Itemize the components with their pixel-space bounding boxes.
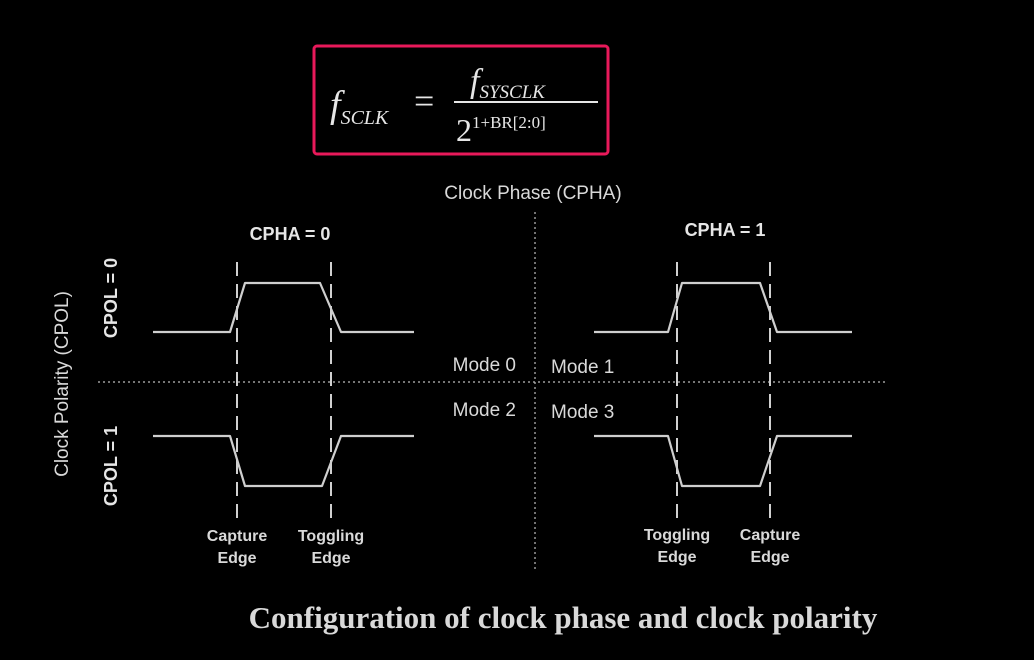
cpha1-label: CPHA = 1 (684, 220, 766, 240)
left-edge-2-line2: Edge (311, 550, 351, 567)
cpol1-label: CPOL = 1 (101, 425, 121, 507)
clock-polarity-label: Clock Polarity (CPOL) (52, 291, 73, 477)
formula (330, 63, 598, 148)
mode-3-label: Mode 3 (551, 402, 615, 423)
left-edge-2-line1: Toggling (297, 528, 365, 545)
formula-lhs: fSCLK (330, 84, 389, 129)
waveform-mode2 (153, 436, 414, 486)
left-edge-1-line2: Edge (217, 550, 257, 567)
right-edge-2-line1: Capture (739, 527, 801, 544)
right-edge-1-line2: Edge (657, 549, 697, 566)
waveform-mode1 (594, 283, 852, 332)
waveform-mode0 (153, 283, 414, 332)
formula-numerator: fSYSCLK (470, 63, 545, 103)
left-edge-1-line1: Capture (206, 528, 268, 545)
waveform-mode3 (594, 436, 852, 486)
cpha0-label: CPHA = 0 (249, 224, 331, 244)
cpol0-label: CPOL = 0 (101, 257, 121, 339)
mode-2-label: Mode 2 (452, 400, 516, 421)
mode-1-label: Mode 1 (551, 357, 615, 378)
formula-equals: = (414, 81, 435, 121)
formula-denominator: $2^{1+BR[2:0]}$ (456, 112, 546, 148)
caption: Configuration of clock phase and clock polarity (248, 600, 878, 635)
mode-0-label: Mode 0 (452, 355, 516, 376)
right-edge-2-line2: Edge (750, 549, 790, 566)
right-edge-1-line1: Toggling (643, 527, 711, 544)
clock-phase-label: Clock Phase (CPHA) (444, 183, 622, 204)
